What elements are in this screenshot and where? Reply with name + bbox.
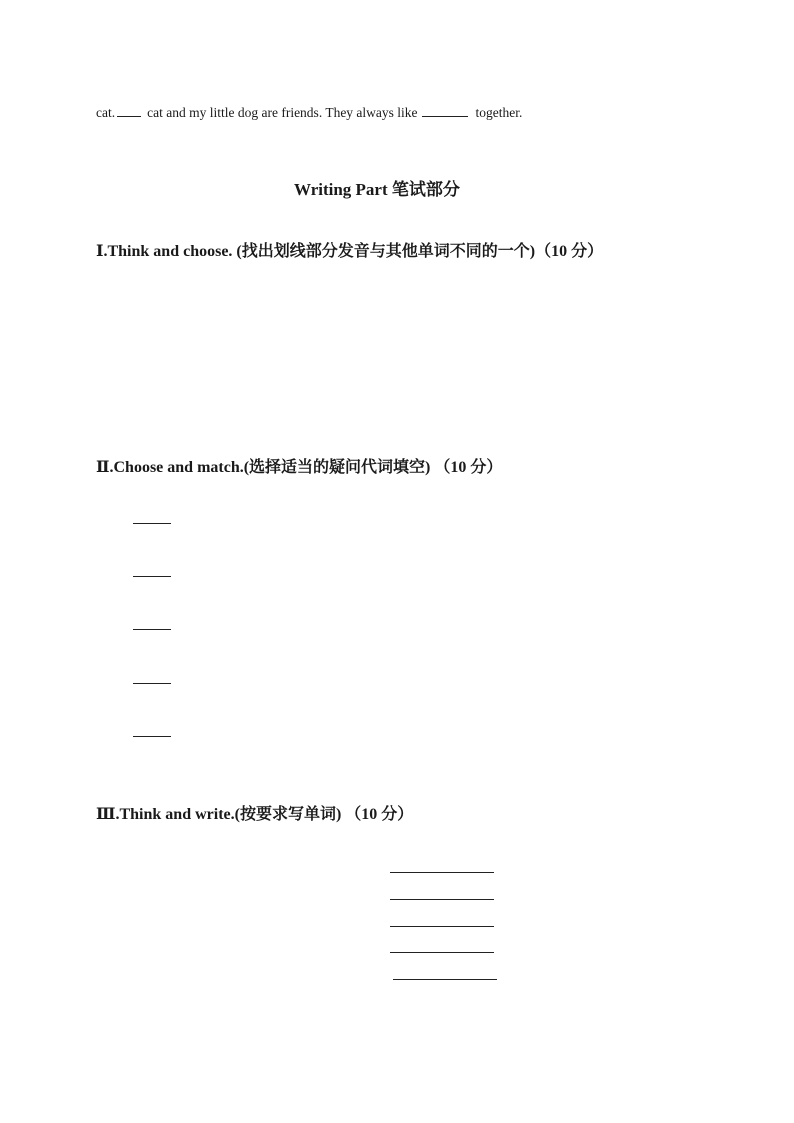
answer-line[interactable] <box>390 871 494 873</box>
question-line <box>133 671 171 688</box>
section-1-heading: Ⅰ.Think and choose. (找出划线部分发音与其他单词不同的一个)（10 分） <box>96 243 604 260</box>
answer-blank[interactable] <box>117 104 141 117</box>
top-text-c: together. <box>475 105 523 120</box>
answer-line[interactable] <box>393 978 497 980</box>
answer-line[interactable] <box>390 925 494 927</box>
answer-line[interactable] <box>390 951 494 953</box>
top-text-a: cat. <box>96 105 116 120</box>
section-3-heading: Ⅲ.Think and write.(按要求写单词) （10 分） <box>96 806 414 823</box>
answer-line[interactable] <box>390 898 494 900</box>
answer-blank[interactable] <box>133 671 171 684</box>
answer-blank[interactable] <box>133 617 171 630</box>
question-line <box>133 564 171 581</box>
answer-blank[interactable] <box>133 564 171 577</box>
answer-blank[interactable] <box>133 511 171 524</box>
question-line <box>133 724 171 741</box>
answer-blank[interactable] <box>422 104 468 117</box>
answer-blank[interactable] <box>133 724 171 737</box>
question-line <box>133 617 171 634</box>
top-sentence <box>96 104 522 121</box>
top-text-b: cat and my little dog are friends. They always like <box>147 105 418 120</box>
section-2-heading: Ⅱ.Choose and match.(选择适当的疑问代词填空) （10 分） <box>96 459 503 476</box>
question-line <box>133 511 171 528</box>
page-title: Writing Part 笔试部分 <box>294 180 460 199</box>
